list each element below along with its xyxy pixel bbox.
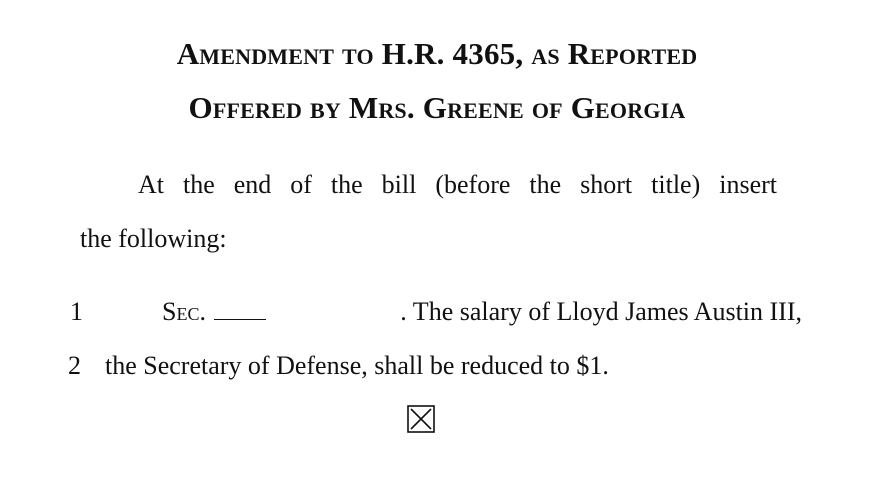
offered-by-line: Offered by Mrs. Greene of Georgia — [188, 90, 686, 125]
amendment-title: Amendment to H.R. 4365, as Reported — [176, 36, 698, 71]
bill-text-line-1-content: . The salary of Lloyd James Austin III, — [400, 297, 802, 326]
bill-text-line-1 — [162, 299, 802, 325]
intro-text-line-1: At the end of the bill (before the short title) insert — [138, 170, 777, 199]
intro-text-line-2: the following: — [80, 224, 227, 253]
section-marker — [162, 299, 268, 325]
line-number-2: 2 — [68, 351, 81, 380]
section-number-blank — [214, 299, 266, 320]
line-number-1: 1 — [70, 297, 83, 326]
boxed-x-icon — [407, 405, 435, 433]
section-label: Sec. — [162, 297, 206, 326]
bill-text-line-2: the Secretary of Defense, shall be reduced to $1. — [105, 351, 609, 380]
